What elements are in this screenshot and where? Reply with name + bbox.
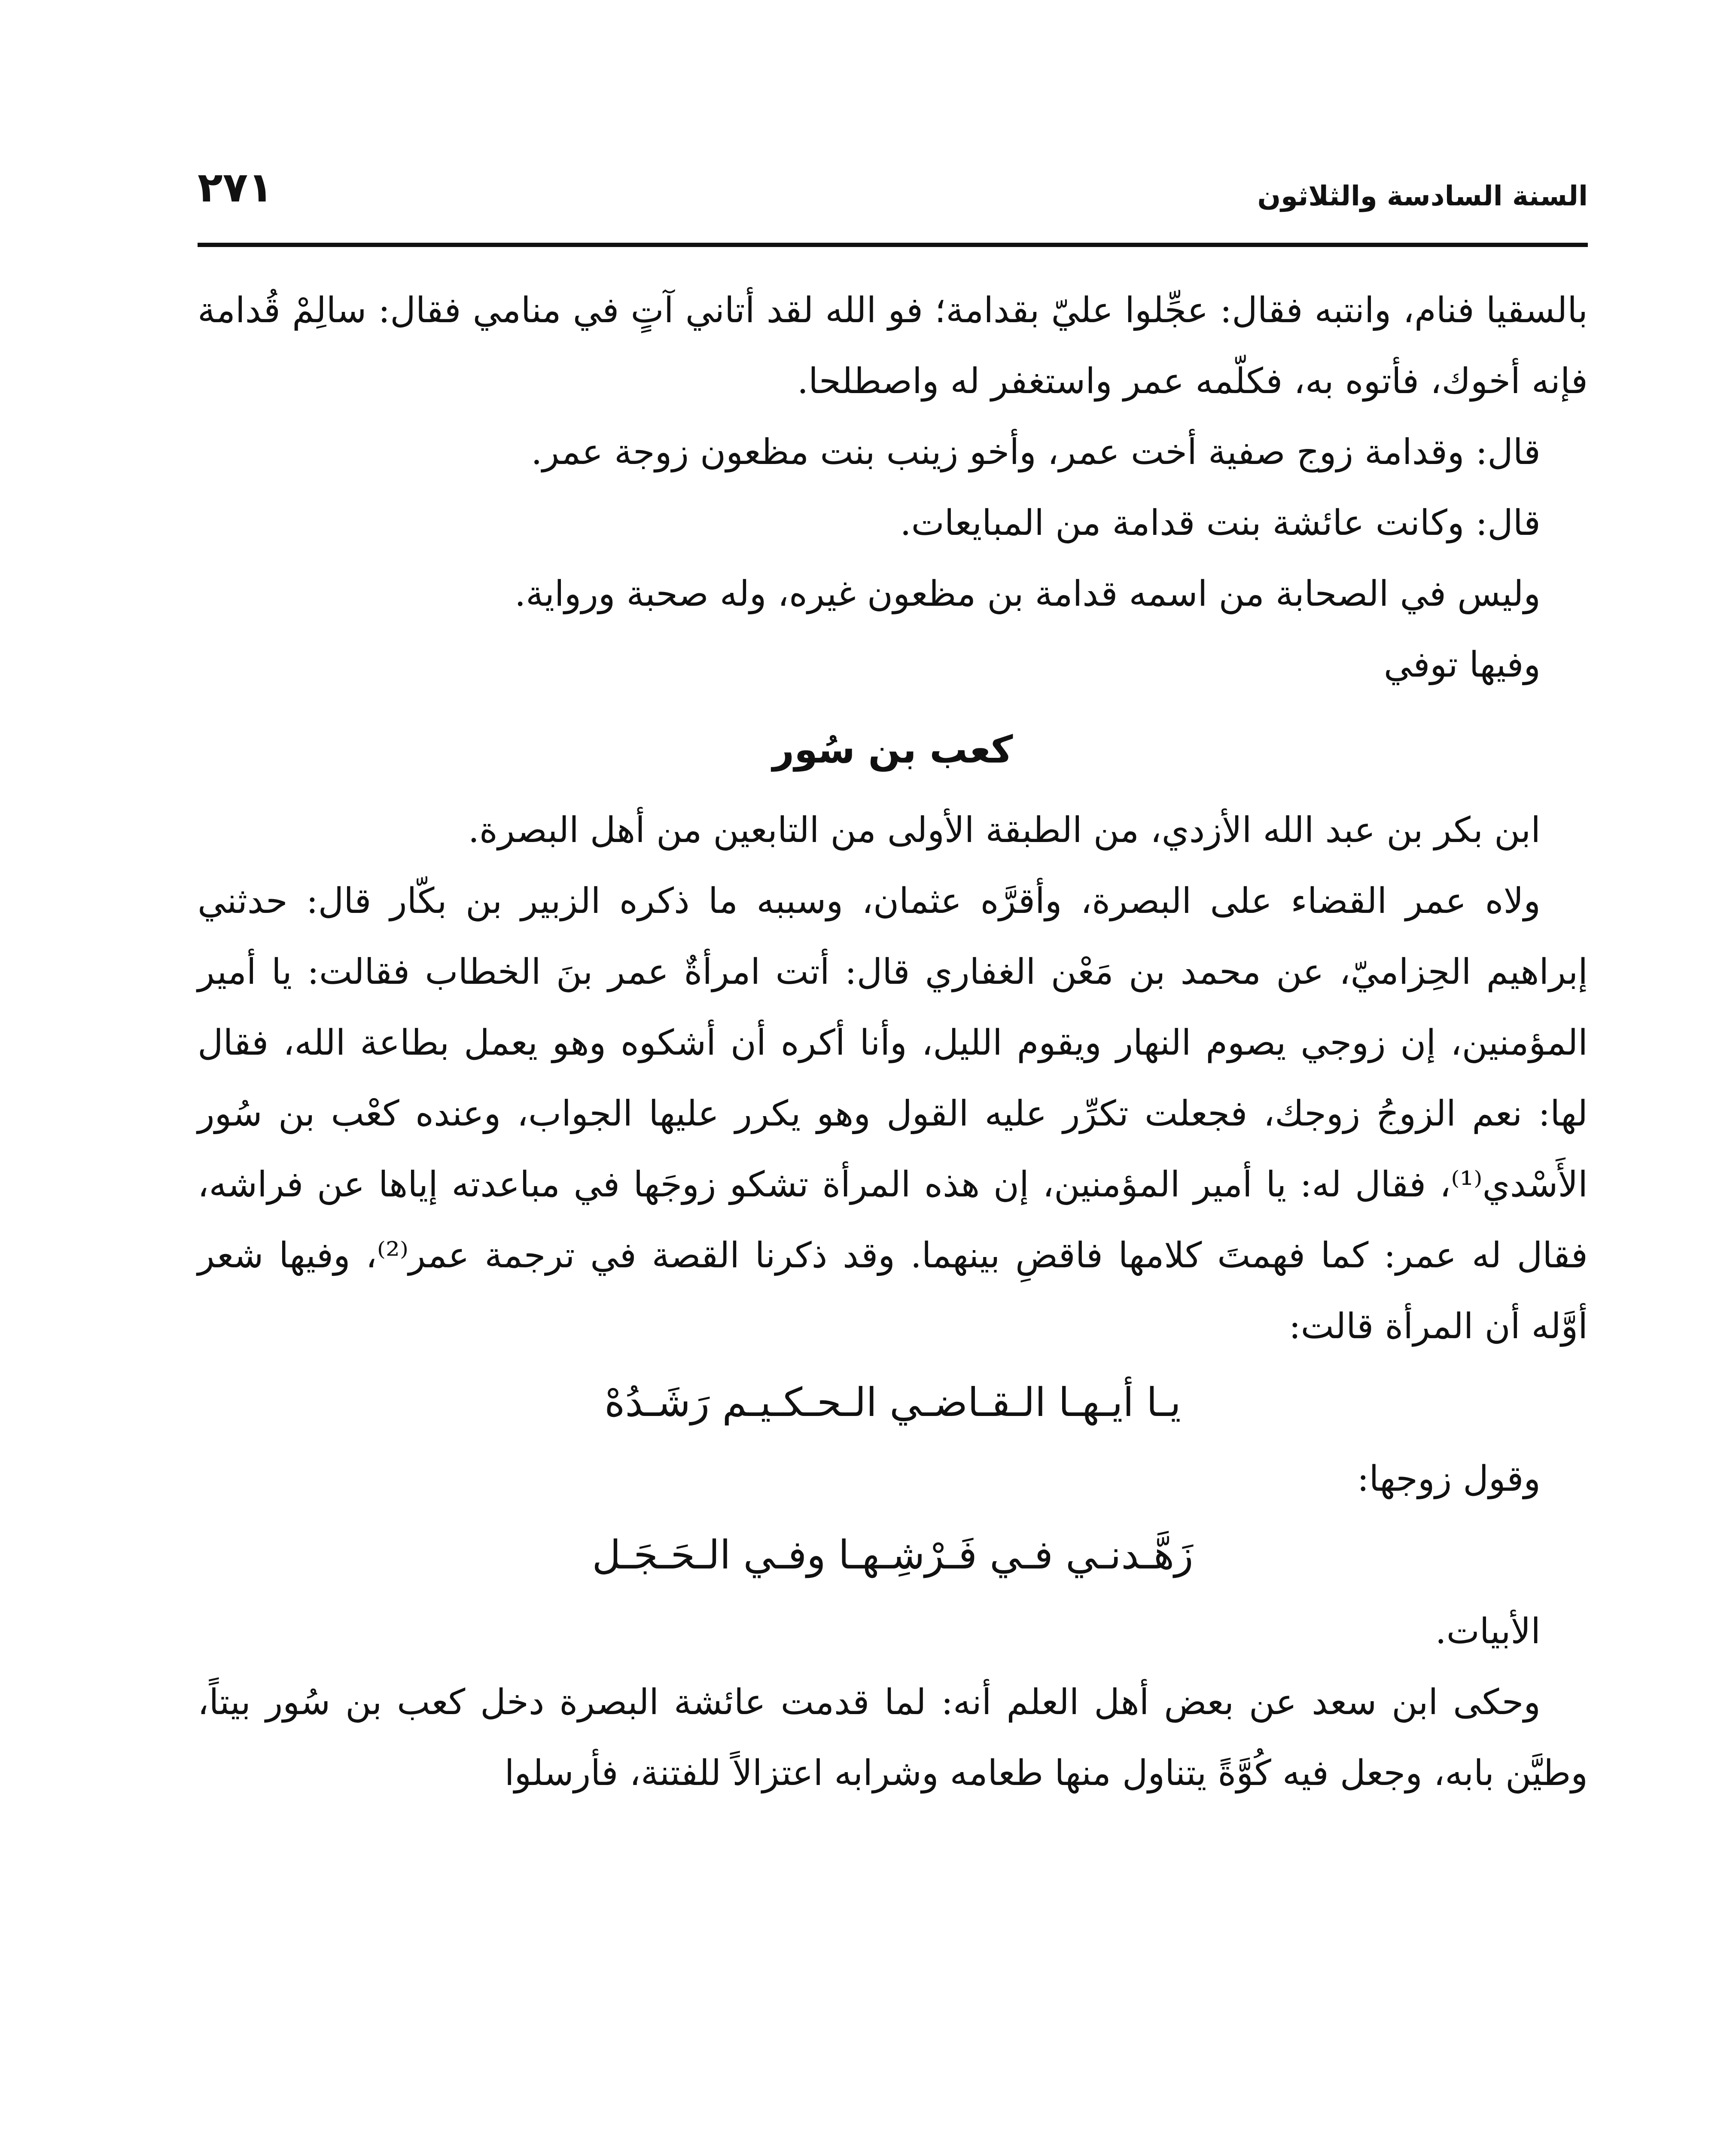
section-heading: كعب بن سُور xyxy=(772,727,1013,772)
page-header xyxy=(198,163,1588,236)
page-number: ٢٧١ xyxy=(198,163,273,211)
paragraph: قال: وكانت عائشة بنت قدامة من المبايعات. xyxy=(900,503,1541,543)
paragraph: وفيها توفي xyxy=(1383,644,1541,685)
paragraph: وليس في الصحابة من اسمه قدامة بن مظعون غيره، وله صحبة ورواية. xyxy=(515,574,1541,614)
paragraph: الأبيات. xyxy=(1435,1611,1541,1652)
paragraph: بالسقيا فنام، وانتبه فقال: عجِّلوا عليّ بقدامة؛ فو الله لقد أتاني آتٍ في منامي فقال: سالِمْ قُدامة فإنه أخوك، فأتوه به، فكلّمه عمر واستغفر له واصطلحا. xyxy=(198,290,1588,402)
running-title: السنة السادسة والثلاثون xyxy=(1257,180,1588,212)
paragraph: وقول زوجها: xyxy=(1357,1458,1541,1499)
verse-line: يـا أيـهـا الـقـاضـي الـحـكـيـم رَشَـدُهْ xyxy=(604,1379,1181,1425)
paragraph: قال: وقدامة زوج صفية أخت عمر، وأخو زينب بنت مظعون زوجة عمر. xyxy=(531,432,1541,473)
paragraph: ابن بكر بن عبد الله الأزدي، من الطبقة الأولى من التابعين من أهل البصرة. xyxy=(468,810,1541,851)
main-text xyxy=(198,275,1588,1809)
paragraph: ولاه عمر القضاء على البصرة، وأقرَّه عثمان، وسببه ما ذكره الزبير بن بكّار قال: حدثني إبراهيم الحِزاميّ، عن محمد بن مَعْن الغفاري قال: أتت امرأةٌ عمر بنَ الخطاب فقالت: يا أمير المؤمنين، إن زوجي يصوم النهار ويقوم الليل، وأنا أكره أن أشكوه وهو يعمل بطاعة الله، فقال لها: نعم الزوجُ زوجك، فجعلت تكرِّر عليه القول وهو يكرر عليها الجواب، وعنده كعْب بن سُور الأَسْدي⁽¹⁾، فقال له: يا أمير المؤمنين، إن هذه المرأة تشكو زوجَها في مباعدته إياها عن فراشه، فقال له عمر: كما فهمتَ كلامها فاقضِ بينهما. وقد ذكرنا القصة في ترجمة عمر⁽²⁾، وفيها شعر أوَّله أن المرأة قالت: xyxy=(198,881,1588,1347)
header-divider xyxy=(198,243,1588,247)
paragraph: وحكى ابن سعد عن بعض أهل العلم أنه: لما قدمت عائشة البصرة دخل كعب بن سُور بيتاً، وطيَّن بابه، وجعل فيه كُوَّةً يتناول منها طعامه وشرابه اعتزالاً للفتنة، فأرسلوا xyxy=(198,1682,1588,1794)
verse-line: زَهَّـدنـي فـي فَـرْشِـهـا وفـي الـحَـجَـل xyxy=(592,1532,1194,1578)
